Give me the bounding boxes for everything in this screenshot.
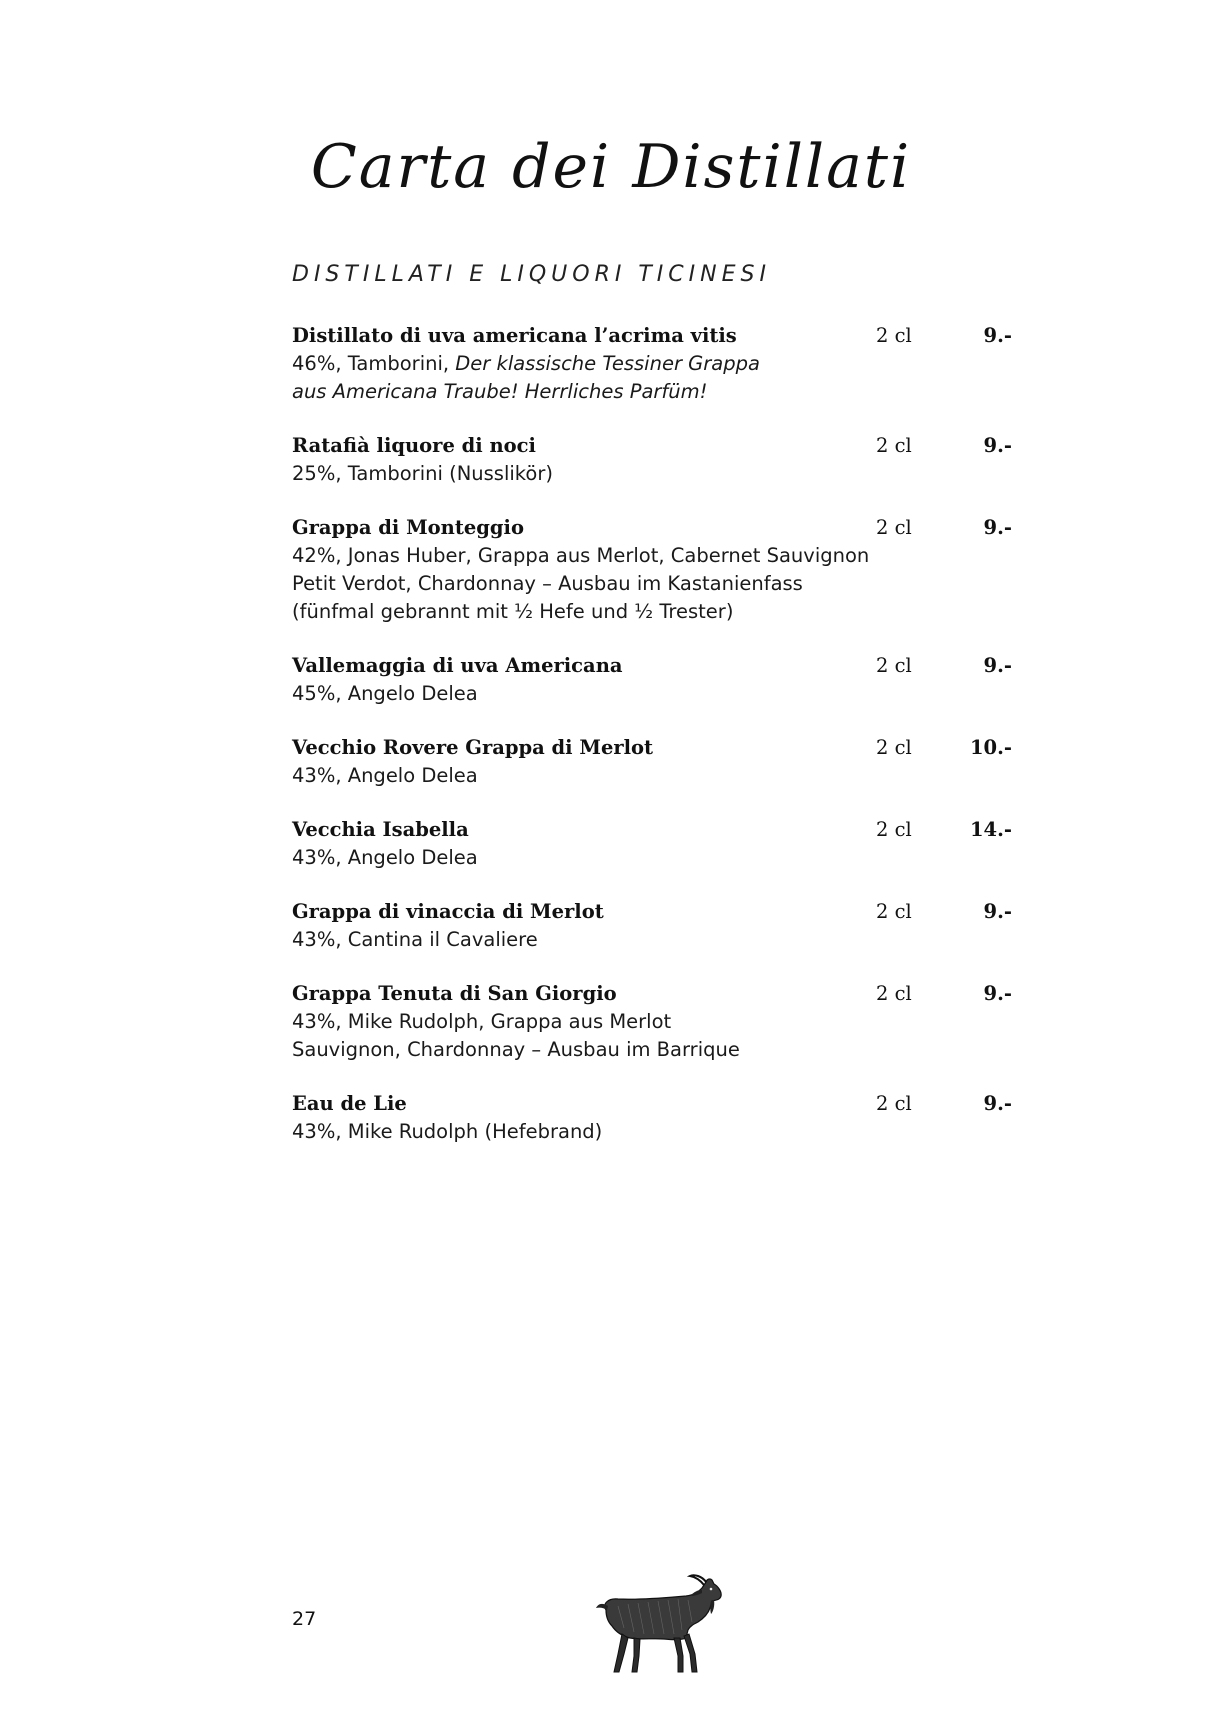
description-text: 43%, Angelo Delea	[292, 846, 478, 869]
menu-item-size: 2 cl	[876, 654, 912, 677]
menu-list	[292, 322, 1012, 1146]
menu-item	[292, 980, 1012, 1064]
menu-item-header	[292, 432, 1012, 460]
menu-item-header	[292, 898, 1012, 926]
description-text: 43%, Cantina il Cavaliere	[292, 928, 538, 951]
menu-item-price: 9.-	[983, 1092, 1012, 1115]
menu-item-price: 14.-	[969, 818, 1012, 841]
menu-item-size: 2 cl	[876, 1092, 912, 1115]
menu-item-header	[292, 322, 1012, 350]
menu-item-size: 2 cl	[876, 818, 912, 841]
menu-item-size: 2 cl	[876, 900, 912, 923]
menu-item	[292, 322, 1012, 406]
menu-item-description	[292, 680, 1012, 708]
menu-item-description	[292, 1036, 1012, 1064]
menu-item-price: 10.-	[969, 736, 1012, 759]
menu-item-description	[292, 1118, 1012, 1146]
menu-item-description	[292, 350, 1012, 378]
menu-item-description	[292, 378, 1012, 406]
menu-item-name: Grappa Tenuta di San Giorgio	[292, 982, 617, 1005]
menu-item	[292, 816, 1012, 872]
menu-item-size: 2 cl	[876, 982, 912, 1005]
menu-item	[292, 898, 1012, 954]
menu-item-header	[292, 980, 1012, 1008]
menu-item-header	[292, 652, 1012, 680]
menu-item	[292, 432, 1012, 488]
menu-item	[292, 1090, 1012, 1146]
page-title: Carta dei Distillati	[310, 132, 912, 202]
menu-item-description	[292, 542, 1012, 570]
description-italic-text: Der klassische Tessiner Grappa	[455, 352, 760, 375]
description-text: 42%, Jonas Huber, Grappa aus Merlot, Cabernet Sauvignon	[292, 544, 870, 567]
menu-item-price: 9.-	[983, 982, 1012, 1005]
menu-item-price: 9.-	[983, 900, 1012, 923]
description-italic-text: aus Americana Traube! Herrliches Parfüm!	[292, 380, 708, 403]
menu-item-description	[292, 460, 1012, 488]
menu-item-price: 9.-	[983, 516, 1012, 539]
menu-item-header	[292, 1090, 1012, 1118]
menu-item-description	[292, 844, 1012, 872]
description-text: 43%, Mike Rudolph (Hefebrand)	[292, 1120, 603, 1143]
description-text: 43%, Angelo Delea	[292, 764, 478, 787]
description-text: Petit Verdot, Chardonnay – Ausbau im Kastanienfass	[292, 572, 803, 595]
section-heading: DISTILLATI E LIQUORI TICINESI	[292, 262, 771, 287]
menu-item-size: 2 cl	[876, 434, 912, 457]
menu-item-price: 9.-	[983, 654, 1012, 677]
menu-item-size: 2 cl	[876, 516, 912, 539]
menu-item-price: 9.-	[983, 324, 1012, 347]
menu-item-name: Grappa di vinaccia di Merlot	[292, 900, 604, 923]
description-text: 46%, Tamborini,	[292, 352, 456, 375]
menu-item-name: Grappa di Monteggio	[292, 516, 524, 539]
menu-item-name: Vecchia Isabella	[292, 818, 469, 841]
menu-item-description	[292, 570, 1012, 598]
menu-item-name: Eau de Lie	[292, 1092, 407, 1115]
menu-item-name: Distillato di uva americana l’acrima vitis	[292, 324, 737, 347]
menu-item	[292, 652, 1012, 708]
menu-item-header	[292, 514, 1012, 542]
menu-item-size: 2 cl	[876, 324, 912, 347]
page-number: 27	[292, 1608, 317, 1630]
description-text: 43%, Mike Rudolph, Grappa aus Merlot	[292, 1010, 672, 1033]
description-text: (fünfmal gebrannt mit ½ Hefe und ½ Trester)	[292, 600, 734, 623]
menu-item-description	[292, 1008, 1012, 1036]
menu-item-description	[292, 926, 1012, 954]
menu-item-header	[292, 816, 1012, 844]
menu-item-name: Vecchio Rovere Grappa di Merlot	[292, 736, 654, 759]
menu-item-header	[292, 734, 1012, 762]
menu-item-name: Ratafià liquore di noci	[292, 434, 536, 457]
description-text: 45%, Angelo Delea	[292, 682, 478, 705]
menu-item-price: 9.-	[983, 434, 1012, 457]
menu-item-size: 2 cl	[876, 736, 912, 759]
goat-icon	[594, 1574, 728, 1678]
menu-item-description	[292, 598, 1012, 626]
menu-item-description	[292, 762, 1012, 790]
menu-item-name: Vallemaggia di uva Americana	[292, 654, 623, 677]
menu-item	[292, 514, 1012, 626]
menu-item	[292, 734, 1012, 790]
description-text: Sauvignon, Chardonnay – Ausbau im Barrique	[292, 1038, 740, 1061]
description-text: 25%, Tamborini (Nusslikör)	[292, 462, 553, 485]
